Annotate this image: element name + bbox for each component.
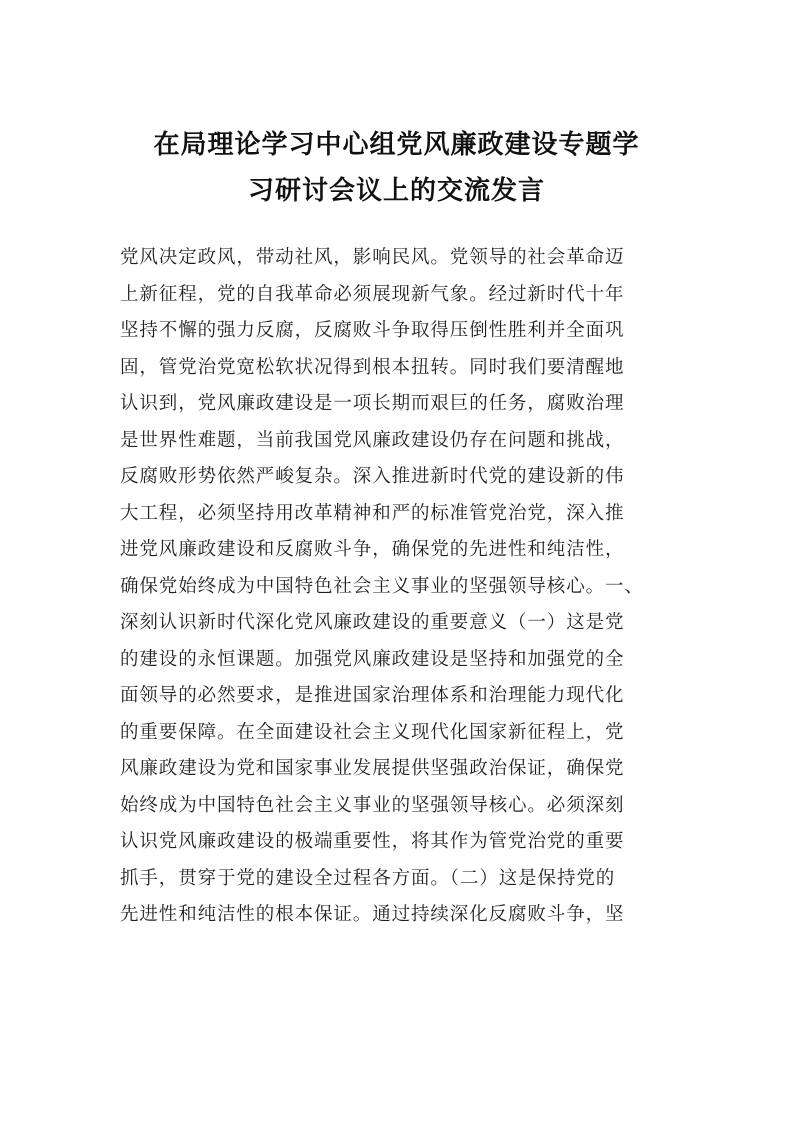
body-line: 面领导的必然要求，是推进国家治理体系和治理能力现代化	[120, 685, 625, 706]
body-line: 党风决定政风，带动社风，影响民风。党领导的社会革命迈	[120, 247, 625, 268]
body-line: 确保党始终成为中国特色社会主义事业的坚强领导核心。一、	[120, 575, 644, 597]
document-title	[100, 122, 693, 214]
body-line: 坚持不懈的强力反腐，反腐败斗争取得压倒性胜利并全面巩	[120, 320, 625, 341]
body-line: 反腐败形势依然严峻复杂。深入推进新时代党的建设新的伟	[120, 466, 625, 487]
body-line: 的建设的永恒课题。加强党风廉政建设是坚持和加强党的全	[120, 648, 625, 670]
body-line: 的重要保障。在全面建设社会主义现代化国家新征程上，党	[120, 721, 625, 743]
document-body	[120, 240, 680, 934]
body-line: 深刻认识新时代深化党风廉政建设的重要意义（一）这是党	[120, 612, 625, 633]
body-line: 大工程，必须坚持用改革精神和严的标准管党治党，深入推	[120, 502, 625, 524]
body-line: 进党风廉政建设和反腐败斗争，确保党的先进性和纯洁性，	[120, 539, 625, 560]
body-line: 风廉政建设为党和国家事业发展提供坚强政治保证，确保党	[120, 758, 625, 779]
body-line: 认识党风廉政建设的极端重要性，将其作为管党治党的重要	[120, 831, 625, 852]
body-line: 是世界性难题，当前我国党风廉政建设仍存在问题和挑战，	[120, 429, 625, 451]
body-line: 抓手，贯穿于党的建设全过程各方面。（二）这是保持党的	[120, 867, 616, 889]
body-line: 始终成为中国特色社会主义事业的坚强领导核心。必须深刻	[120, 794, 625, 816]
body-line: 上新征程，党的自我革命必须展现新气象。经过新时代十年	[120, 283, 625, 305]
body-line: 认识到，党风廉政建设是一项长期而艰巨的任务，腐败治理	[120, 393, 625, 414]
title-line-1: 在局理论学习中心组党风廉政建设专题学	[153, 130, 640, 160]
body-line: 先进性和纯洁性的根本保证。通过持续深化反腐败斗争，坚	[120, 904, 625, 925]
title-line-2: 习研讨会议上的交流发言	[247, 176, 545, 206]
body-line: 固，管党治党宽松软状况得到根本扭转。同时我们要清醒地	[120, 356, 625, 378]
